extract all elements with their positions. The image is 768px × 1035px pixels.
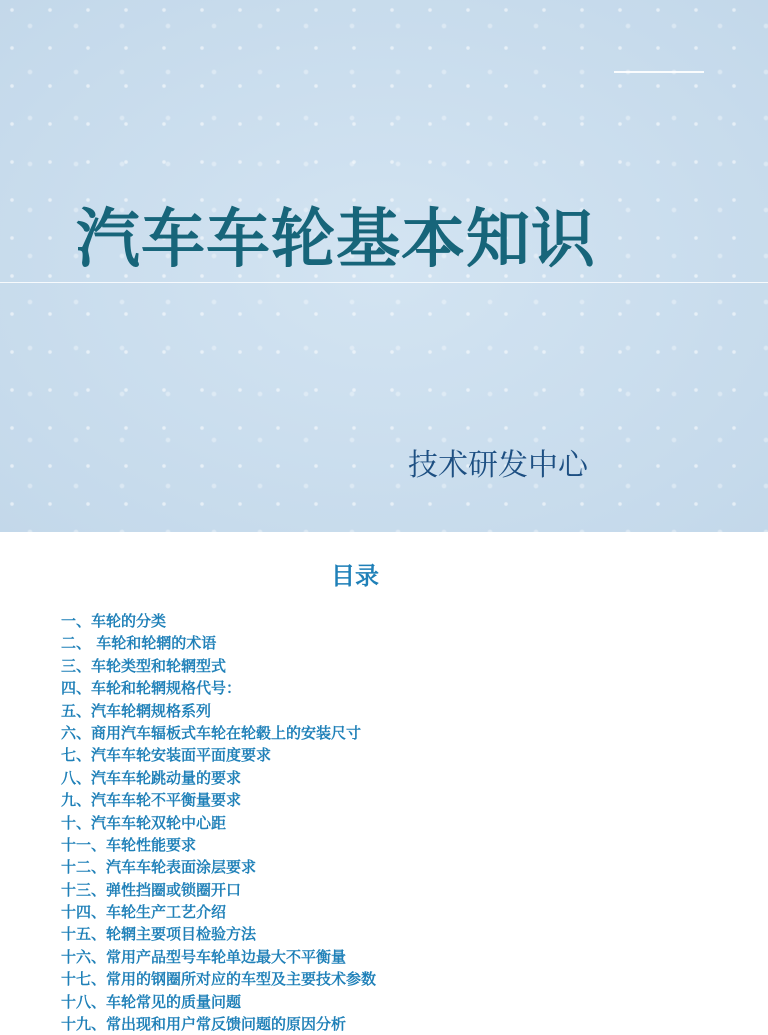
toc-item: 四、车轮和轮辋规格代号： <box>61 679 242 698</box>
toc-item: 十一、车轮性能要求 <box>61 835 197 854</box>
toc-list <box>61 610 376 1035</box>
toc-item: 三、车轮类型和轮辋型式 <box>61 656 227 675</box>
toc-item: 七、汽车车轮安装面平面度要求 <box>61 746 272 765</box>
slide-subtitle: 技术研发中心 <box>408 448 588 483</box>
decorative-line <box>614 71 704 73</box>
toc-item: 十三、弹性挡圈或锁圈开口 <box>61 880 242 899</box>
toc-item: 十九、常出现和用户常反馈问题的原因分析 <box>61 1015 347 1034</box>
toc-item: 二、 车轮和轮辋的术语 <box>61 634 217 653</box>
toc-item: 十五、轮辋主要项目检验方法 <box>61 925 257 944</box>
slide-title: 汽车车轮基本知识 <box>76 203 596 277</box>
toc-item: 一、车轮的分类 <box>61 612 167 630</box>
toc-item: 十、汽车车轮双轮中心距 <box>61 813 227 832</box>
toc-item: 十六、常用产品型号车轮单边最大不平衡量 <box>61 947 347 966</box>
title-divider-line <box>0 282 768 283</box>
toc-slide <box>0 532 768 1034</box>
toc-item: 十二、汽车车轮表面涂层要求 <box>61 858 257 877</box>
toc-item: 十四、车轮生产工艺介绍 <box>61 903 227 922</box>
toc-heading: 目录 <box>331 562 379 590</box>
toc-item: 十七、常用的钢圈所对应的车型及主要技术参数 <box>61 970 377 989</box>
toc-item: 九、汽车车轮不平衡量要求 <box>61 791 242 810</box>
toc-item: 八、汽车车轮跳动量的要求 <box>61 768 242 787</box>
toc-item: 六、商用汽车辐板式车轮在轮毂上的安装尺寸 <box>61 723 362 742</box>
toc-item: 十八、车轮常见的质量问题 <box>61 992 242 1011</box>
toc-item: 五、汽车轮辋规格系列 <box>61 701 212 720</box>
